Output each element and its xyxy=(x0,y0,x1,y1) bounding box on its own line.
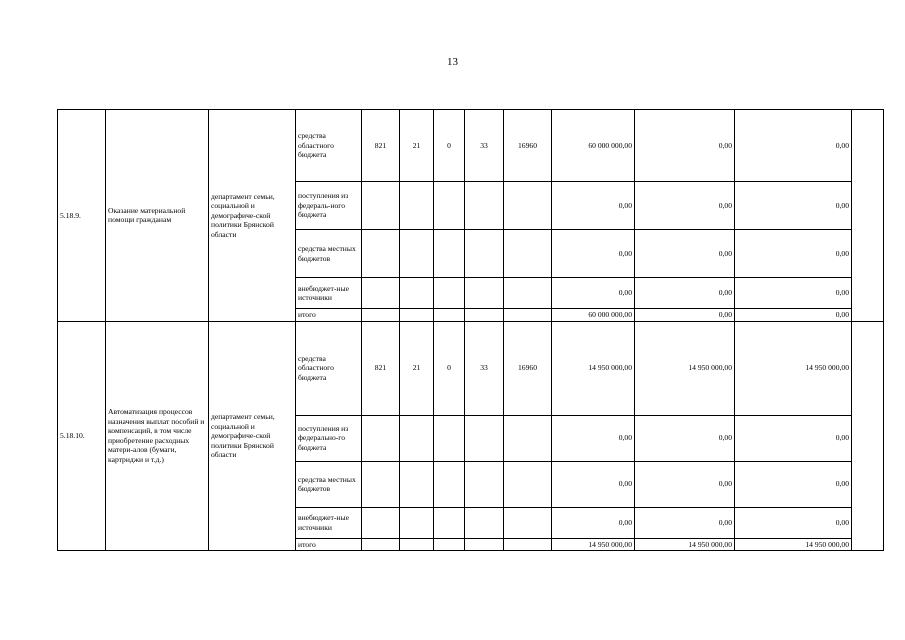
amount-year-3: 14 950 000,00 xyxy=(735,538,852,551)
code-grbs xyxy=(362,182,400,230)
code-subprogram xyxy=(434,538,465,551)
code-grbs xyxy=(362,230,400,278)
executor: департамент семьи, социальной и демографиче-ской политики Брянской области xyxy=(209,110,296,322)
amount-year-1: 60 000 000,00 xyxy=(552,110,635,182)
code-program xyxy=(400,415,434,461)
code-direction xyxy=(504,278,552,309)
funding-source: поступления из федераль-ного бюджета xyxy=(296,182,362,230)
funding-source: внебюджет-ные источники xyxy=(296,507,362,538)
empty-cell xyxy=(852,110,884,322)
code-event xyxy=(465,415,504,461)
code-subprogram xyxy=(434,461,465,507)
code-program xyxy=(400,507,434,538)
code-event xyxy=(465,309,504,322)
row-id: 5.18.10. xyxy=(58,321,106,551)
amount-year-2: 0,00 xyxy=(635,230,735,278)
table-row xyxy=(58,321,884,415)
amount-year-2: 0,00 xyxy=(635,507,735,538)
code-event xyxy=(465,230,504,278)
code-program: 21 xyxy=(400,321,434,415)
amount-year-2: 0,00 xyxy=(635,309,735,322)
code-grbs: 821 xyxy=(362,110,400,182)
amount-year-2: 0,00 xyxy=(635,110,735,182)
code-subprogram xyxy=(434,415,465,461)
amount-year-2: 0,00 xyxy=(635,182,735,230)
amount-year-2: 14 950 000,00 xyxy=(635,321,735,415)
amount-year-1: 0,00 xyxy=(552,230,635,278)
code-direction xyxy=(504,415,552,461)
funding-source: поступления из федерально-го бюджета xyxy=(296,415,362,461)
code-subprogram: 0 xyxy=(434,321,465,415)
code-program xyxy=(400,538,434,551)
code-grbs: 821 xyxy=(362,321,400,415)
amount-year-1: 0,00 xyxy=(552,507,635,538)
measure-name: Оказание материальной помощи гражданам xyxy=(106,110,209,322)
amount-year-1: 0,00 xyxy=(552,278,635,309)
funding-source: внебюджет-ные источники xyxy=(296,278,362,309)
amount-year-1: 60 000 000,00 xyxy=(552,309,635,322)
code-direction xyxy=(504,182,552,230)
page-number: 13 xyxy=(447,56,458,68)
budget-table xyxy=(57,109,884,551)
amount-year-1: 14 950 000,00 xyxy=(552,321,635,415)
funding-source-total: итого xyxy=(296,309,362,322)
measure-name: Автоматизация процессов назначения выплат пособий и компенсаций, в том числе приобретение расходных матери-алов (бумаги, картриджи и т.д.) xyxy=(106,321,209,551)
amount-year-2: 0,00 xyxy=(635,415,735,461)
amount-year-3: 0,00 xyxy=(735,461,852,507)
code-program xyxy=(400,309,434,322)
code-grbs xyxy=(362,309,400,322)
funding-source: средства областного бюджета xyxy=(296,110,362,182)
code-event xyxy=(465,461,504,507)
amount-year-3: 0,00 xyxy=(735,415,852,461)
amount-year-1: 14 950 000,00 xyxy=(552,538,635,551)
code-subprogram: 0 xyxy=(434,110,465,182)
funding-source: средства местных бюджетов xyxy=(296,461,362,507)
funding-source: средства местных бюджетов xyxy=(296,230,362,278)
funding-source: средства областного бюджета xyxy=(296,321,362,415)
code-direction: 16960 xyxy=(504,110,552,182)
code-direction xyxy=(504,507,552,538)
code-grbs xyxy=(362,278,400,309)
amount-year-2: 14 950 000,00 xyxy=(635,538,735,551)
amount-year-3: 0,00 xyxy=(735,182,852,230)
code-grbs xyxy=(362,507,400,538)
code-subprogram xyxy=(434,507,465,538)
funding-source-total: итого xyxy=(296,538,362,551)
amount-year-2: 0,00 xyxy=(635,461,735,507)
code-program xyxy=(400,230,434,278)
code-event xyxy=(465,507,504,538)
amount-year-1: 0,00 xyxy=(552,182,635,230)
amount-year-3: 0,00 xyxy=(735,278,852,309)
code-subprogram xyxy=(434,230,465,278)
code-grbs xyxy=(362,538,400,551)
code-grbs xyxy=(362,461,400,507)
amount-year-3: 0,00 xyxy=(735,110,852,182)
code-subprogram xyxy=(434,182,465,230)
code-program: 21 xyxy=(400,110,434,182)
code-event: 33 xyxy=(465,110,504,182)
code-direction: 16960 xyxy=(504,321,552,415)
code-event xyxy=(465,278,504,309)
amount-year-2: 0,00 xyxy=(635,278,735,309)
code-program xyxy=(400,278,434,309)
code-program xyxy=(400,182,434,230)
code-direction xyxy=(504,461,552,507)
amount-year-1: 0,00 xyxy=(552,415,635,461)
code-subprogram xyxy=(434,309,465,322)
code-direction xyxy=(504,230,552,278)
code-direction xyxy=(504,309,552,322)
amount-year-3: 0,00 xyxy=(735,507,852,538)
table-row xyxy=(58,110,884,182)
executor: департамент семьи, социальной и демографиче-ской политики Брянской области xyxy=(209,321,296,551)
amount-year-3: 0,00 xyxy=(735,230,852,278)
row-id: 5.18.9. xyxy=(58,110,106,322)
amount-year-3: 14 950 000,00 xyxy=(735,321,852,415)
empty-cell xyxy=(852,321,884,551)
code-direction xyxy=(504,538,552,551)
code-grbs xyxy=(362,415,400,461)
code-event xyxy=(465,538,504,551)
code-event: 33 xyxy=(465,321,504,415)
code-subprogram xyxy=(434,278,465,309)
code-program xyxy=(400,461,434,507)
code-event xyxy=(465,182,504,230)
amount-year-1: 0,00 xyxy=(552,461,635,507)
amount-year-3: 0,00 xyxy=(735,309,852,322)
